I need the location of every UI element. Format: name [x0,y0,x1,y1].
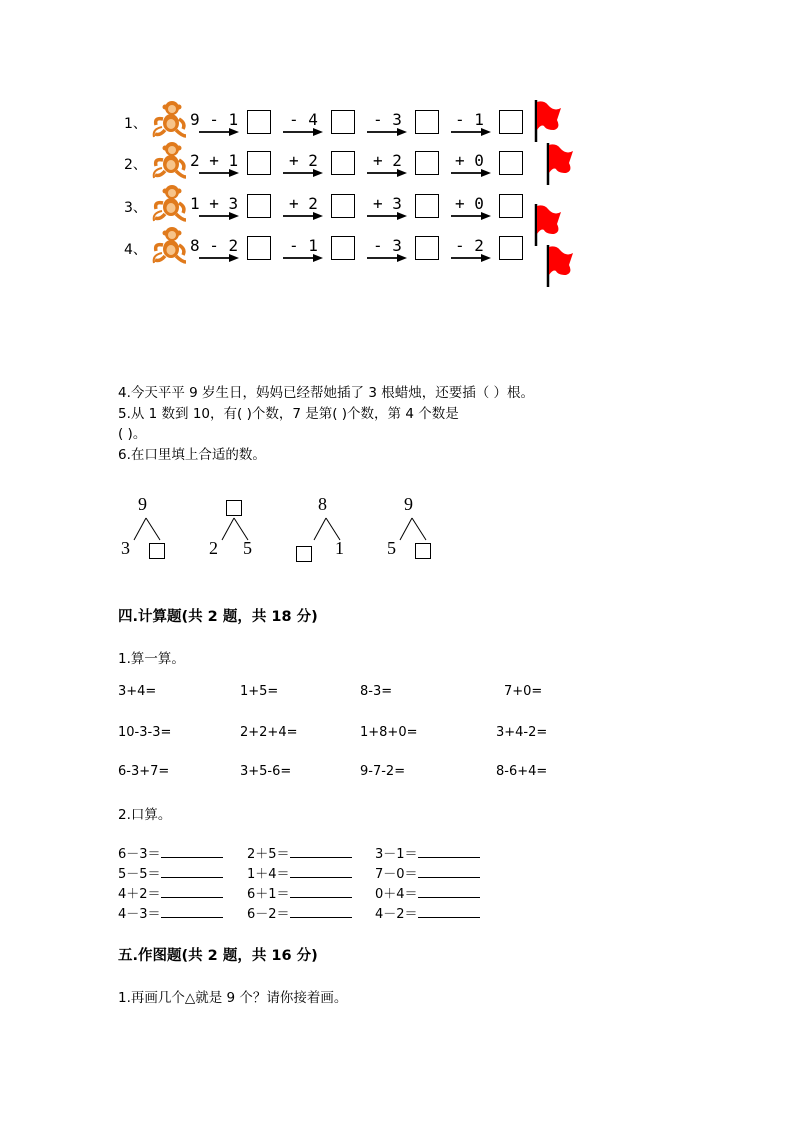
operation-label: + 0 [455,151,484,170]
bond-right: 5 [243,538,252,558]
arrow-icon [199,253,243,263]
answer-blank[interactable] [161,905,223,918]
answer-box[interactable] [499,151,523,175]
calc-expression: 3+4= [118,684,157,699]
number-bond [298,492,378,568]
bond-left: 5 [387,538,396,558]
number-bond [118,492,198,568]
start-expression: 2 + 1 [190,151,239,170]
number-bond [384,492,464,568]
calc-expression: 10-3-3= [118,725,172,740]
calc-expression: 3+5-6= [240,764,292,779]
arrow-icon [199,211,243,221]
oral-expression [375,903,480,922]
oral-expression-text: 6＋1＝ [247,887,290,902]
answer-blank[interactable] [290,885,352,898]
answer-blank[interactable] [290,905,352,918]
answer-box[interactable] [415,151,439,175]
monkey-icon [150,99,190,139]
clipped-row [118,279,318,282]
oral-expression [375,863,480,882]
answer-box[interactable] [331,151,355,175]
operation-label: + 3 [373,194,402,213]
flag-icon [546,143,576,185]
answer-box[interactable] [499,236,523,260]
operation-label: + 2 [373,151,402,170]
section-4-heading: 四.计算题(共 2 题，共 18 分) [118,609,318,625]
bond-top-box[interactable] [226,500,242,516]
bond-right-box[interactable] [149,543,165,559]
calc-expression: 8-6+4= [496,764,548,779]
section-4-sub1: 1.算一算。 [118,651,185,667]
answer-box[interactable] [499,110,523,134]
oral-expression-text: 4＋2＝ [118,887,161,902]
oral-expression-text: 1＋4＝ [247,867,290,882]
answer-blank[interactable] [161,865,223,878]
answer-box[interactable] [331,110,355,134]
number-bond [206,492,286,568]
answer-blank[interactable] [290,865,352,878]
answer-box[interactable] [415,194,439,218]
start-expression: 1 + 3 [190,194,239,213]
monkey-icon [150,140,190,180]
operation-label: - 4 [289,110,318,129]
start-expression: 9 - 1 [190,110,239,129]
oral-expression [118,863,223,882]
start-expression: 8 - 2 [190,236,239,255]
monkey-icon [150,183,190,223]
answer-blank[interactable] [418,885,480,898]
section-5-heading: 五.作图题(共 2 题，共 16 分) [118,948,318,964]
row-number: 2、 [124,157,147,173]
bond-lines [392,516,452,546]
operation-label: + 0 [455,194,484,213]
answer-blank[interactable] [290,845,352,858]
oral-expression-text: 7－0＝ [375,867,418,882]
oral-expression-text: 4－3＝ [118,907,161,922]
answer-box[interactable] [247,236,271,260]
bond-top: 9 [404,494,413,514]
answer-blank[interactable] [418,905,480,918]
row-number: 4、 [124,242,147,258]
calc-expression: 8-3= [360,684,393,699]
flag-icon [534,100,564,142]
oral-expression [118,903,223,922]
bond-left: 3 [121,538,130,558]
oral-expression [247,863,352,882]
question-6: 6.在口里填上合适的数。 [118,447,266,463]
operation-label: - 2 [455,236,484,255]
flag-icon [546,245,576,287]
bond-right: 1 [335,538,344,558]
answer-blank[interactable] [418,845,480,858]
oral-expression [247,843,352,862]
operation-label: + 2 [289,194,318,213]
bond-right-box[interactable] [415,543,431,559]
answer-box[interactable] [247,110,271,134]
answer-box[interactable] [331,236,355,260]
oral-expression [118,843,223,862]
oral-expression-text: 0＋4＝ [375,887,418,902]
bond-left-box[interactable] [296,546,312,562]
calc-expression: 6-3+7= [118,764,170,779]
calc-expression: 7+0= [504,684,543,699]
section-4-sub2: 2.口算。 [118,807,172,823]
oral-expression-text: 6－3＝ [118,847,161,862]
answer-box[interactable] [415,236,439,260]
oral-expression [247,903,352,922]
calc-expression: 9-7-2= [360,764,406,779]
question-5-line2: ( )。 [118,426,147,442]
operation-label: - 1 [289,236,318,255]
oral-expression [118,883,223,902]
question-4: 4.今天平平 9 岁生日，妈妈已经帮她插了 3 根蜡烛，还要插（ ）根。 [118,385,535,401]
row-number: 1、 [124,116,147,132]
oral-expression-text: 4－2＝ [375,907,418,922]
oral-expression [247,883,352,902]
oral-expression [375,883,480,902]
calc-expression: 1+8+0= [360,725,418,740]
question-5-line1: 5.从 1 数到 10，有( )个数，7 是第( )个数，第 4 个数是 [118,406,459,422]
answer-box[interactable] [415,110,439,134]
arrow-icon [199,168,243,178]
oral-expression [375,843,480,862]
oral-expression-text: 6－2＝ [247,907,290,922]
calc-expression: 1+5= [240,684,279,699]
flag-icon [534,204,564,246]
row-number: 3、 [124,200,147,216]
operation-label: - 3 [373,110,402,129]
bond-top: 8 [318,494,327,514]
oral-expression-text: 2＋5＝ [247,847,290,862]
answer-box[interactable] [247,151,271,175]
operation-label: - 3 [373,236,402,255]
calc-expression: 3+4-2= [496,725,548,740]
answer-blank[interactable] [418,865,480,878]
bond-lines [126,516,186,546]
calc-expression: 2+2+4= [240,725,298,740]
operation-label: - 1 [455,110,484,129]
monkey-icon [150,225,190,265]
answer-box[interactable] [331,194,355,218]
answer-blank[interactable] [161,885,223,898]
arrow-icon [199,127,243,137]
oral-expression-text: 5－5＝ [118,867,161,882]
bond-top: 9 [138,494,147,514]
bond-left: 2 [209,538,218,558]
oral-expression-text: 3－1＝ [375,847,418,862]
operation-label: + 2 [289,151,318,170]
answer-box[interactable] [247,194,271,218]
section-5-sub1: 1.再画几个△就是 9 个？请你接着画。 [118,990,348,1006]
answer-box[interactable] [499,194,523,218]
answer-blank[interactable] [161,845,223,858]
